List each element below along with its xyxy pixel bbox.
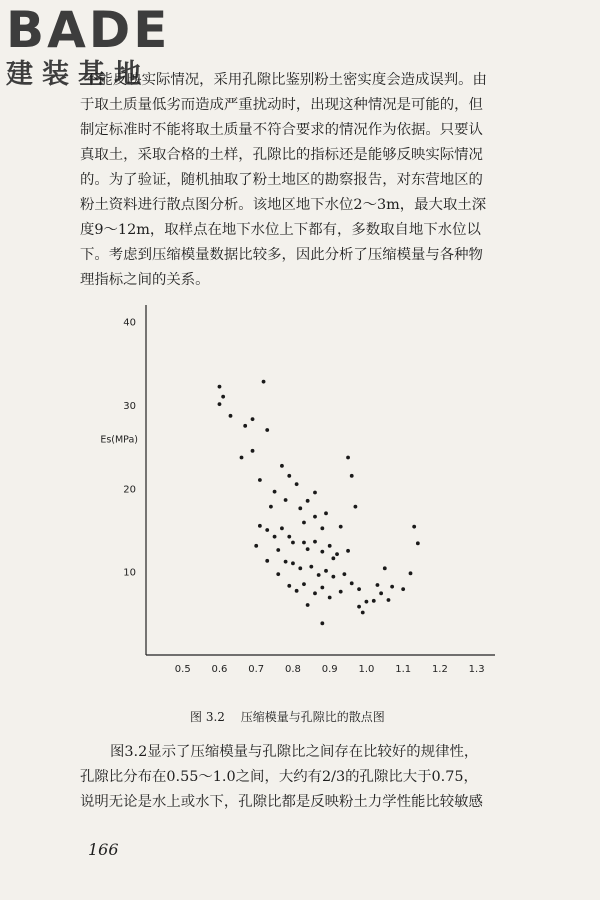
x-tick-label: 0.6 [211, 664, 228, 675]
data-point [302, 582, 306, 586]
text-line: 度9～12m，取样点在地下水位上下都有，多数取自地下水位以 [80, 222, 481, 238]
x-tick-label: 0.7 [248, 664, 265, 675]
data-point [339, 525, 343, 529]
data-point [313, 591, 317, 595]
data-point [295, 482, 299, 486]
data-point [287, 474, 291, 478]
data-point [350, 474, 354, 478]
data-point [328, 596, 332, 600]
data-point [346, 549, 350, 553]
data-point [324, 511, 328, 515]
data-point [280, 526, 284, 530]
data-point [306, 603, 310, 607]
data-point [361, 611, 365, 615]
data-point [331, 556, 335, 560]
data-point [313, 540, 317, 544]
data-point [306, 547, 310, 551]
figure-caption [190, 708, 385, 726]
data-point [320, 550, 324, 554]
data-point [291, 541, 295, 545]
data-point [298, 566, 302, 570]
data-point [265, 528, 269, 532]
data-point [357, 605, 361, 609]
data-point [306, 499, 310, 503]
data-point [251, 449, 255, 453]
data-point [295, 589, 299, 593]
data-point [383, 566, 387, 570]
data-point [284, 560, 288, 564]
data-point [291, 561, 295, 565]
data-point [376, 583, 380, 587]
data-point [401, 587, 405, 591]
x-tick-label: 0.5 [174, 664, 191, 675]
body-paragraph [80, 68, 520, 293]
data-point [320, 526, 324, 530]
data-point [258, 478, 262, 482]
text-line: 真取土，采取合格的土样，孔隙比的指标还是能够反映实际情况 [80, 147, 483, 163]
data-point [416, 541, 420, 545]
data-point [276, 548, 280, 552]
data-point [240, 456, 244, 460]
x-tick-label: 1.2 [431, 664, 448, 675]
data-point [346, 456, 350, 460]
data-point [387, 598, 391, 602]
data-point [287, 535, 291, 539]
text-line: 于取土质量低劣而造成严重扰动时，出现这种情况是可能的，但 [80, 97, 483, 113]
data-point [273, 490, 277, 494]
data-point [287, 584, 291, 588]
data-point [262, 380, 266, 384]
logo-wordmark: BADE [6, 1, 171, 59]
y-tick-label: 10 [123, 567, 136, 579]
y-axis-label: Es(MPa) [100, 434, 138, 446]
data-point [218, 385, 222, 389]
data-point [342, 572, 346, 576]
data-point [218, 402, 222, 406]
data-point [409, 571, 413, 575]
text-line: 粉土资料进行散点图分析。该地区地下水位2～3m，最大取土深 [80, 197, 487, 213]
page-number: 166 [88, 840, 119, 859]
body-paragraph-2 [80, 740, 520, 815]
x-tick-label: 0.8 [284, 664, 301, 675]
data-point [331, 575, 335, 579]
data-point [354, 505, 358, 509]
y-tick-label: 30 [123, 401, 136, 412]
data-point [313, 515, 317, 519]
data-point [280, 464, 284, 468]
data-point [379, 591, 383, 595]
data-point [302, 541, 306, 545]
data-point [243, 424, 247, 428]
figure-number: 图 3.2 [190, 710, 225, 724]
text-line: 不能反映实际情况，采用孔隙比鉴别粉土密实度会造成误判。由 [84, 72, 487, 88]
data-point [365, 600, 369, 604]
scatter-chart [100, 300, 510, 680]
data-point [309, 565, 313, 569]
x-tick-label: 1.1 [395, 664, 412, 675]
data-point [269, 505, 273, 509]
data-point [320, 621, 324, 625]
data-point [390, 585, 394, 589]
figure-caption-text: 压缩模量与孔隙比的散点图 [240, 710, 385, 724]
x-tick-label: 1.3 [468, 664, 485, 675]
data-point [328, 544, 332, 548]
logo-subtitle: 建装基地 [6, 59, 150, 90]
data-point [273, 535, 277, 539]
data-point [302, 521, 306, 525]
data-point [317, 573, 321, 577]
data-point [372, 599, 376, 603]
data-point [412, 525, 416, 529]
data-point [339, 590, 343, 594]
data-point [298, 506, 302, 510]
data-point [284, 498, 288, 502]
data-point [320, 586, 324, 590]
data-point [324, 569, 328, 573]
data-point [313, 491, 317, 495]
data-point [251, 417, 255, 421]
data-point [258, 524, 262, 528]
data-point [254, 544, 258, 548]
data-point [357, 587, 361, 591]
data-point [229, 414, 233, 418]
data-point [221, 395, 225, 399]
text-line: 图3.2显示了压缩模量与孔隙比之间存在比较好的规律性， [110, 744, 479, 760]
text-line: 孔隙比分布在0.55～1.0之间，大约有2/3的孔隙比大于0.75， [80, 769, 478, 785]
data-point [265, 428, 269, 432]
text-line: 制定标准时不能将取土质量不符合要求的情况作为依据。只要认 [80, 122, 483, 138]
text-line: 说明无论是水上或水下，孔隙比都是反映粉土力学性能比较敏感 [80, 794, 483, 810]
data-point [335, 552, 339, 556]
data-point [350, 581, 354, 585]
data-point [265, 559, 269, 563]
x-tick-label: 0.9 [321, 664, 338, 675]
y-tick-label: 40 [123, 317, 136, 329]
text-line: 理指标之间的关系。 [80, 272, 210, 288]
data-point [276, 572, 280, 576]
text-line: 的。为了验证，随机抽取了粉土地区的勘察报告，对东营地区的 [80, 172, 483, 188]
y-tick-label: 20 [123, 484, 136, 496]
text-line: 下。考虑到压缩模量数据比较多，因此分析了压缩模量与各种物 [80, 247, 483, 263]
x-tick-label: 1.0 [358, 664, 375, 675]
